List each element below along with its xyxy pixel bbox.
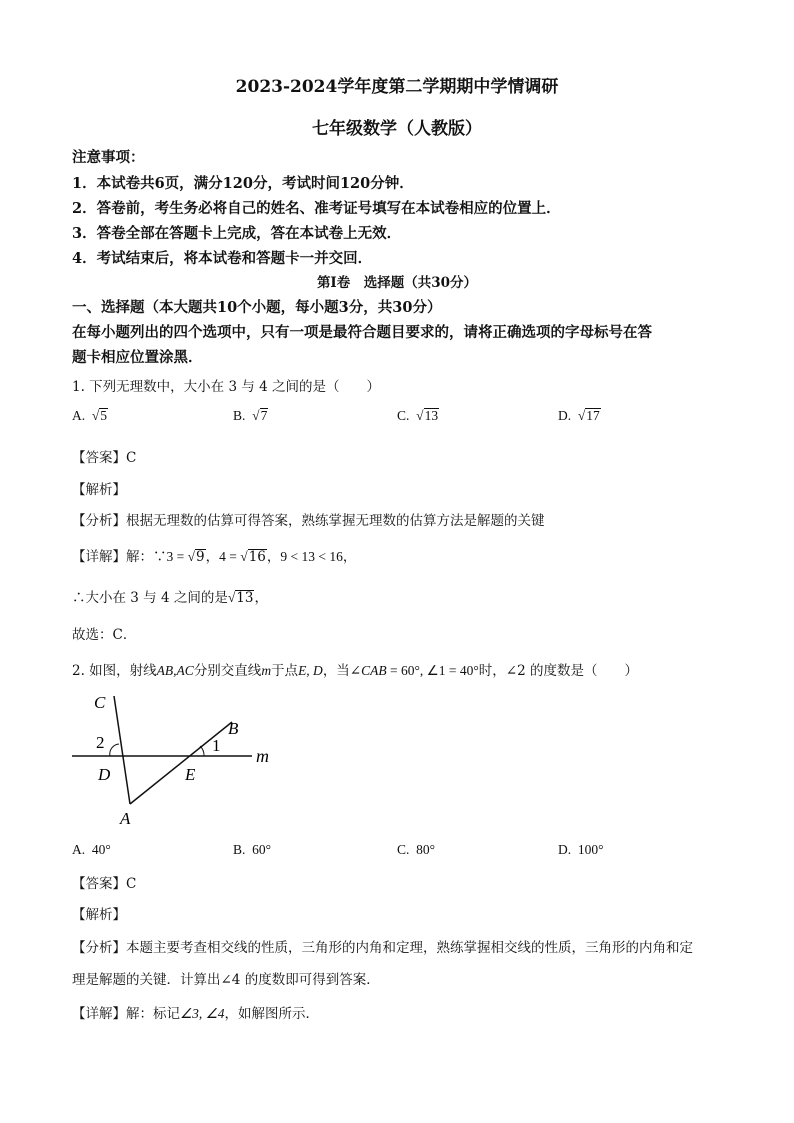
conclusion-suffix: ， [254, 590, 268, 606]
q2-fenxi-line-2: 理是解题的关键．计算出∠4 的度数即可得到答案． [72, 972, 380, 988]
stem-mid-3: ，当∠ [322, 663, 362, 679]
q1-option-b-label: B. [233, 408, 246, 423]
q2-fenxi-line-1 [72, 936, 693, 956]
q1-option-b-radicand: 7 [260, 408, 268, 423]
q2-option-c-label: C. [397, 842, 410, 857]
detail-radicand-1: 9 [196, 549, 205, 565]
label-c: C [94, 693, 106, 712]
ray-ab [130, 722, 232, 804]
q2-option-d [558, 842, 604, 858]
label-a: A [120, 809, 131, 828]
label-e: E [185, 765, 196, 784]
detail-eq-3: ，9 < 13 < 16， [266, 549, 357, 564]
exam-title: 2023-2024学年度第二学期期中学情调研 [235, 77, 559, 97]
fenxi-text: 根据无理数的估算可得答案，熟练掌握无理数的估算方法是解题的关键 [126, 513, 545, 529]
stem-ray-ac: AC [176, 663, 194, 678]
q1-option-c-radicand: 13 [424, 408, 439, 423]
q1-fenxi [72, 509, 545, 529]
q1-option-c [397, 408, 439, 424]
notes-heading: 注意事项： [72, 149, 145, 166]
q2-option-d-value: 100° [577, 842, 604, 857]
q1-option-a-label: A. [72, 408, 86, 423]
label-b: B [228, 719, 239, 738]
detail-angles: ∠3, ∠4 [180, 1006, 225, 1021]
q2-option-c [397, 842, 435, 858]
stem-points: E, D [298, 663, 323, 678]
q1-detail [72, 545, 356, 565]
detail-radicand-2: 16 [248, 549, 266, 565]
q1-conclusion [72, 586, 268, 606]
q2-option-a [72, 842, 111, 858]
fenxi-label: 【分析】 [72, 940, 126, 956]
ray-ac [114, 696, 130, 804]
detail-pre: 解：标记 [126, 1006, 180, 1022]
sqrt-icon: √ [248, 408, 260, 423]
q2-option-b-label: B. [233, 842, 246, 857]
detail-label: 【详解】 [72, 549, 126, 565]
fenxi-label: 【分析】 [72, 513, 126, 529]
stem-end: 时，∠2 的度数是（ ） [478, 663, 638, 679]
part-heading: 一、选择题（本大题共10个小题，每小题3分，共30分） [72, 299, 442, 316]
q1-answer [72, 446, 136, 466]
q1-option-a-radicand: 5 [100, 408, 108, 423]
label-d: D [98, 765, 111, 784]
label-angle-2: 2 [96, 733, 105, 752]
q1-option-d-radicand: 17 [586, 408, 600, 423]
q2-option-d-label: D. [558, 842, 572, 857]
note-item-4: 4．考试结束后，将本试卷和答题卡一并交回． [72, 250, 373, 267]
stem-angle: CAB [361, 663, 387, 678]
exam-subtitle: 七年级数学（人教版） [312, 119, 482, 139]
stem-eq: = 60°, ∠1 = 40° [386, 663, 479, 678]
q2-option-b [233, 842, 271, 858]
q1-option-d [558, 408, 601, 424]
sqrt-icon: √ [227, 590, 236, 605]
sqrt-icon: √ [187, 549, 196, 564]
stem-comma: , [173, 663, 177, 678]
note-item-3: 3．答卷全部在答题卡上完成，答在本试卷上无效． [72, 225, 402, 242]
detail-prefix: 解：∵ [126, 549, 167, 565]
label-angle-1: 1 [212, 736, 221, 755]
q1-analysis-label: 【解析】 [72, 482, 126, 498]
q1-option-a [72, 408, 108, 424]
sqrt-icon: √ [240, 549, 248, 564]
q2-stem [72, 659, 638, 679]
section-title: 第I卷 选择题（共30分） [316, 275, 478, 291]
q2-option-c-value: 80° [416, 842, 436, 857]
q2-option-b-value: 60° [252, 842, 272, 857]
q1-option-c-label: C. [397, 408, 410, 423]
answer-label: 【答案】 [72, 450, 126, 466]
fenxi-text-1: 本题主要考查相交线的性质，三角形的内角和定理，熟练掌握相交线的性质，三角形的内角和定 [126, 940, 693, 956]
q2-detail [72, 1002, 319, 1022]
q2-option-a-value: 40° [91, 842, 111, 857]
q1-stem: 1. 下列无理数中，大小在 3 与 4 之间的是（ ） [72, 379, 381, 395]
detail-eq-1: 3 = [166, 549, 188, 564]
angle-2-arc [110, 744, 119, 756]
conclusion-prefix: ∴大小在 3 与 4 之间的是 [72, 590, 228, 606]
answer-label: 【答案】 [72, 876, 126, 892]
sqrt-icon: √ [574, 408, 586, 423]
stem-mid-2: 于点 [271, 663, 299, 679]
q1-option-b [233, 408, 268, 424]
answer-value: C [126, 450, 137, 466]
stem-start: 2. 如图，射线 [72, 663, 157, 679]
q2-answer [72, 872, 136, 892]
instruction-line-1: 在每小题列出的四个选项中，只有一项是最符合题目要求的，请将正确选项的字母标号在答 [72, 324, 652, 341]
answer-value: C [126, 876, 137, 892]
detail-post: ，如解图所示． [224, 1006, 319, 1022]
q2-analysis-label: 【解析】 [72, 907, 126, 923]
detail-label: 【详解】 [72, 1006, 126, 1022]
label-m: m [256, 746, 269, 766]
note-item-1: 1．本试卷共6页，满分120分，考试时间120分钟． [72, 175, 414, 192]
q2-geometry-figure [66, 688, 286, 838]
detail-eq-2: ，4 = [205, 549, 241, 564]
q1-option-d-label: D. [558, 408, 572, 423]
note-item-2: 2．答卷前，考生务必将自己的姓名、准考证号填写在本试卷相应的位置上． [72, 200, 561, 217]
sqrt-icon: √ [88, 408, 100, 423]
conclusion-radicand: 13 [236, 590, 254, 606]
stem-mid: 分别交直线 [193, 663, 262, 679]
q2-option-a-label: A. [72, 842, 86, 857]
stem-ray-ab: AB [156, 663, 174, 678]
q1-choice: 故选：C． [72, 627, 137, 643]
stem-line-m: m [261, 663, 272, 678]
instruction-line-2: 题卡相应位置涂黑． [72, 349, 203, 366]
sqrt-icon: √ [412, 408, 424, 423]
